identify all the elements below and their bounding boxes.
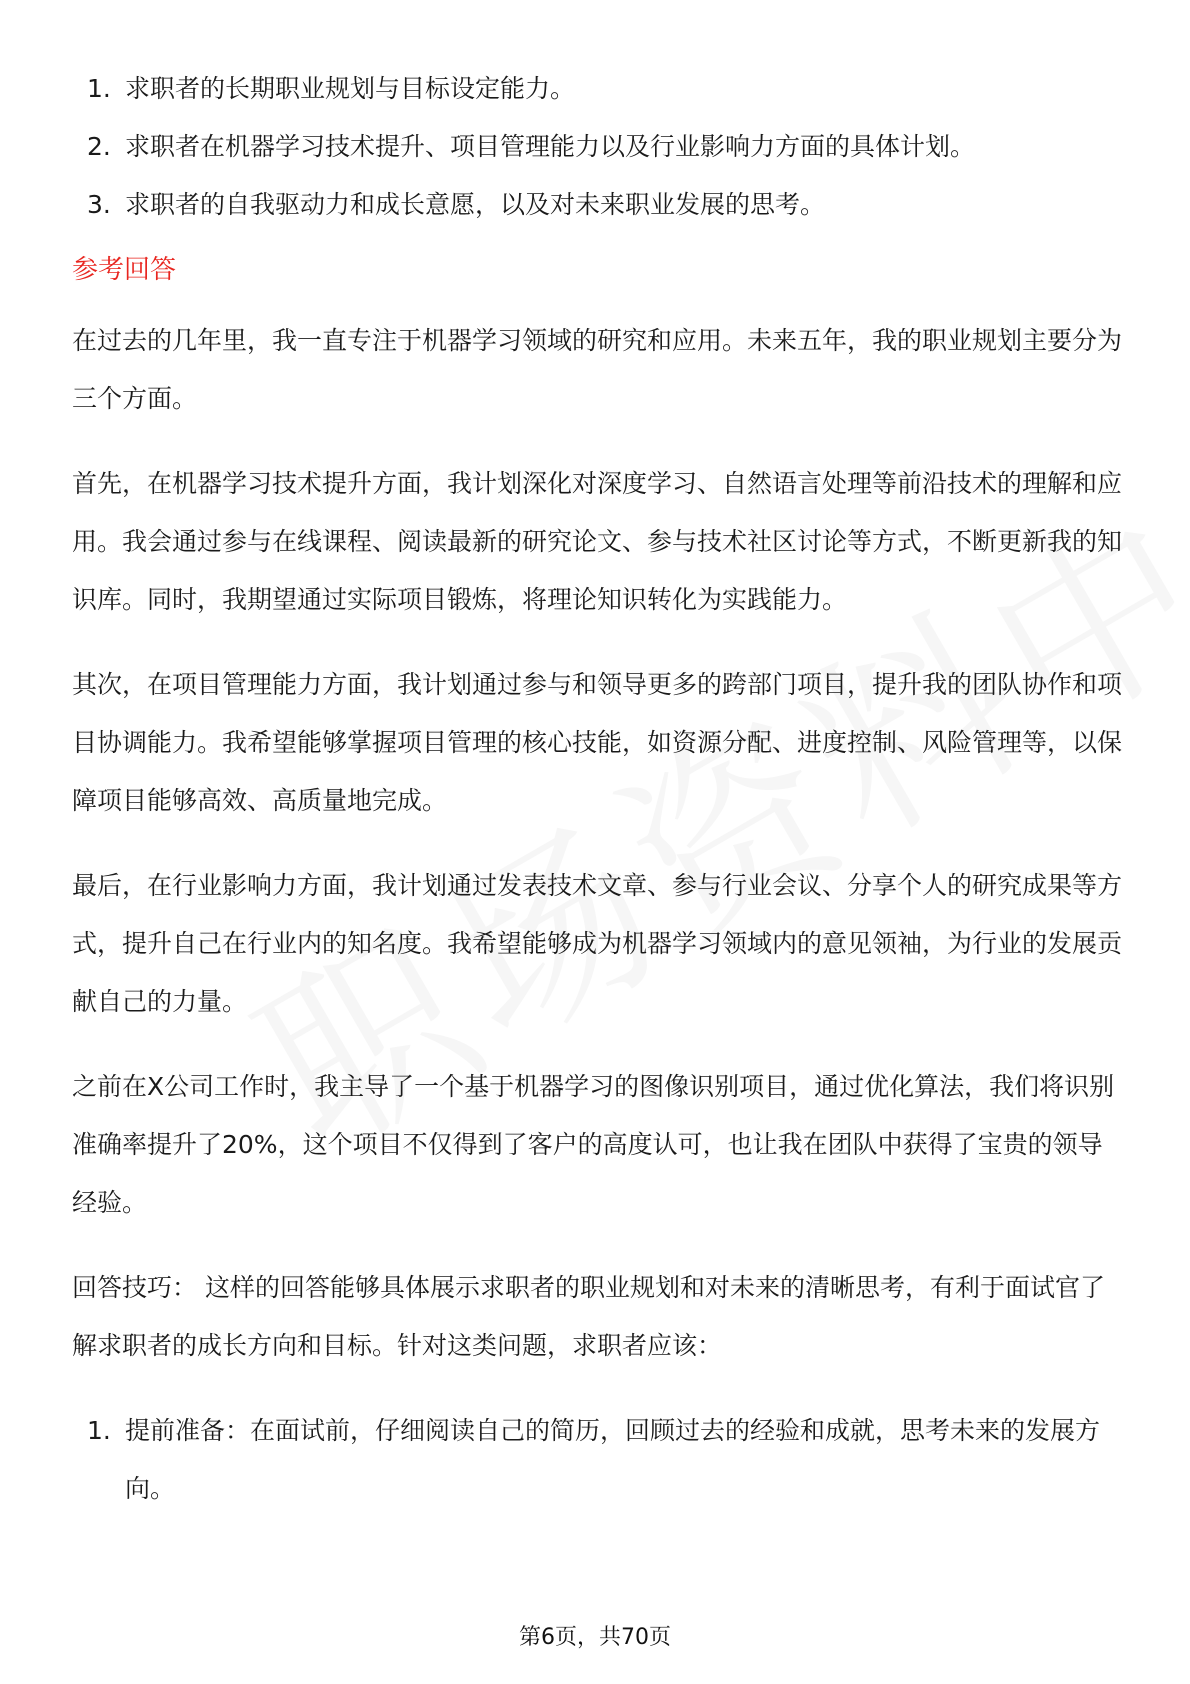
list-item-number: 1.: [87, 1416, 111, 1445]
page-footer: 第6页，共70页: [519, 1625, 671, 1650]
top-numbered-list: [72, 60, 1122, 234]
list-item-text: 求职者在机器学习技术提升、项目管理能力以及行业影响力方面的具体计划。: [125, 132, 976, 161]
list-item-number: 1.: [87, 74, 111, 103]
list-item-text: 提前准备：在面试前，仔细阅读自己的简历，回顾过去的经验和成就，思考未来的发展方向。: [125, 1416, 1101, 1503]
section-title: 参考回答: [72, 255, 177, 285]
paragraph-first: 首先，在机器学习技术提升方面，我计划深化对深度学习、自然语言处理等前沿技术的理解和应用。我会通过参与在线课程、阅读最新的研究论文、参与技术社区讨论等方式，不断更新我的知识库。同时，我期望通过实际项目锻炼，将理论知识转化为实践能力。: [72, 469, 1123, 614]
paragraph-third: 最后，在行业影响力方面，我计划通过发表技术文章、参与行业会议、分享个人的研究成果等方式，提升自己在行业内的知名度。我希望能够成为机器学习领域内的意见领袖，为行业的发展贡献自己的力量。: [72, 871, 1123, 1016]
list-item-text: 求职者的自我驱动力和成长意愿，以及对未来职业发展的思考。: [125, 190, 826, 219]
list-item-text: 求职者的长期职业规划与目标设定能力。: [125, 74, 576, 103]
document-page: [72, 60, 1122, 1518]
list-item-number: 2.: [87, 132, 111, 161]
list-item: [72, 1402, 1122, 1518]
list-item: [72, 118, 1122, 176]
paragraph-second: 其次，在项目管理能力方面，我计划通过参与和领导更多的跨部门项目，提升我的团队协作和项目协调能力。我希望能够掌握项目管理的核心技能，如资源分配、进度控制、风险管理等，以保障项目能够高效、高质量地完成。: [72, 670, 1123, 815]
list-item: [72, 176, 1122, 234]
list-item: [72, 60, 1122, 118]
paragraph-intro: 在过去的几年里，我一直专注于机器学习领域的研究和应用。未来五年，我的职业规划主要分为三个方面。: [72, 326, 1123, 413]
list-item-number: 3.: [87, 190, 111, 219]
paragraph-tips: 回答技巧： 这样的回答能够具体展示求职者的职业规划和对未来的清晰思考，有利于面试官了解求职者的成长方向和目标。针对这类问题，求职者应该：: [72, 1273, 1105, 1360]
bottom-numbered-list: [72, 1402, 1122, 1518]
paragraph-experience: 之前在X公司工作时，我主导了一个基于机器学习的图像识别项目，通过优化算法，我们将识别准确率提升了20%，这个项目不仅得到了客户的高度认可，也让我在团队中获得了宝贵的领导经验。: [72, 1072, 1115, 1217]
